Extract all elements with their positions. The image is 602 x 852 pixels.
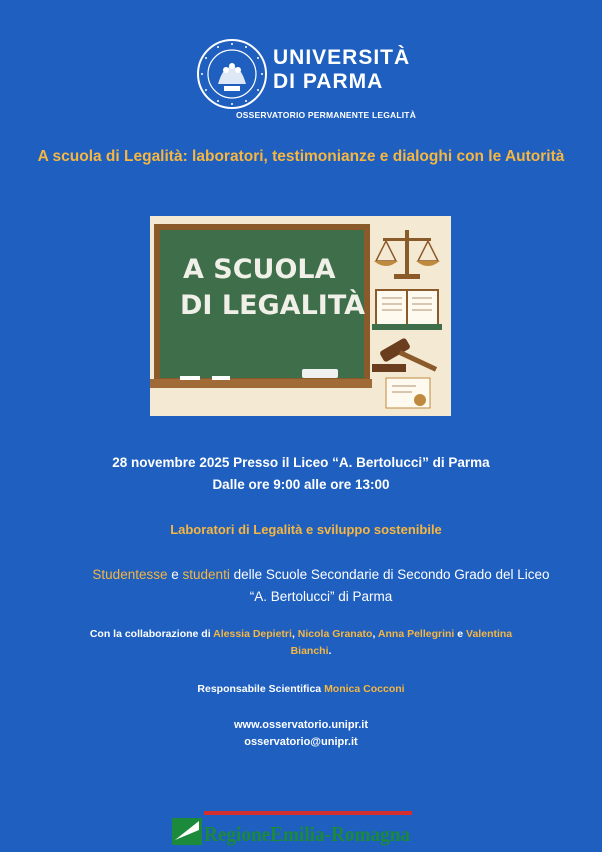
book-icon	[372, 290, 442, 330]
chalkboard-text-line2: DI LEGALITÀ	[180, 290, 366, 321]
lab-title: Laboratori di Legalità e sviluppo sostenibile	[170, 522, 442, 537]
event-date-line: 28 novembre 2025 Presso il Liceo “A. Bertolucci” di Parma	[112, 455, 490, 470]
responsible-line	[0, 683, 602, 695]
contacts-block	[0, 717, 602, 751]
certificate-icon	[386, 378, 430, 408]
university-seal-icon	[196, 38, 268, 110]
event-time-line: Dalle ore 9:00 alle ore 13:00	[212, 477, 390, 492]
university-name-line1: UNIVERSITÀ	[273, 46, 411, 69]
event-date-block	[0, 452, 602, 496]
regione-emilia-romagna-logo-icon	[172, 810, 412, 846]
regione-logo-text: RegioneEmilia-Romagna	[204, 822, 411, 846]
collaboration-intro: Con la collaborazione di	[89, 628, 211, 640]
email-link[interactable]: osservatorio@unipr.it	[244, 736, 358, 748]
responsible-name: Monica Cocconi	[324, 683, 405, 695]
audience-rest-line2: “A. Bertolucci” di Parma	[249, 589, 393, 604]
audience-and: e	[171, 567, 179, 582]
collaboration-conj: e	[457, 628, 464, 640]
chalkboard-illustration	[150, 216, 451, 416]
collaborator-3: Anna Pellegrini	[377, 628, 455, 640]
collaborator-4-first: Valentina	[466, 628, 513, 640]
audience-text	[40, 564, 602, 608]
audience-rest-line1: delle Scuole Secondarie di Secondo Grado del Liceo	[233, 567, 550, 582]
university-name-line2: DI PARMA	[273, 70, 384, 93]
collaboration-text: Con la collaborazione di Alessia Depietri, Nicola Granato, Anna Pellegrini e Valentina Bianchi.	[89, 628, 513, 657]
event-title: A scuola di Legalità: laboratori, testimonianze e dialoghi con le Autorità	[37, 148, 565, 165]
collaboration-end: .	[328, 645, 332, 657]
responsible-label: Responsabile Scientifica	[197, 683, 322, 695]
website-link[interactable]: www.osservatorio.unipr.it	[233, 719, 369, 731]
chalkboard-text-line1: A SCUOLA	[183, 254, 336, 285]
collaborator-1: Alessia Depietri	[213, 628, 292, 640]
collaborator-2: Nicola Granato	[297, 628, 373, 640]
observatory-name: OSSERVATORIO PERMANENTE LEGALITÀ	[236, 110, 417, 120]
audience-word-1: Studentesse	[92, 567, 168, 582]
collaborator-4-last: Bianchi	[290, 645, 329, 657]
audience-word-2: studenti	[182, 567, 230, 582]
